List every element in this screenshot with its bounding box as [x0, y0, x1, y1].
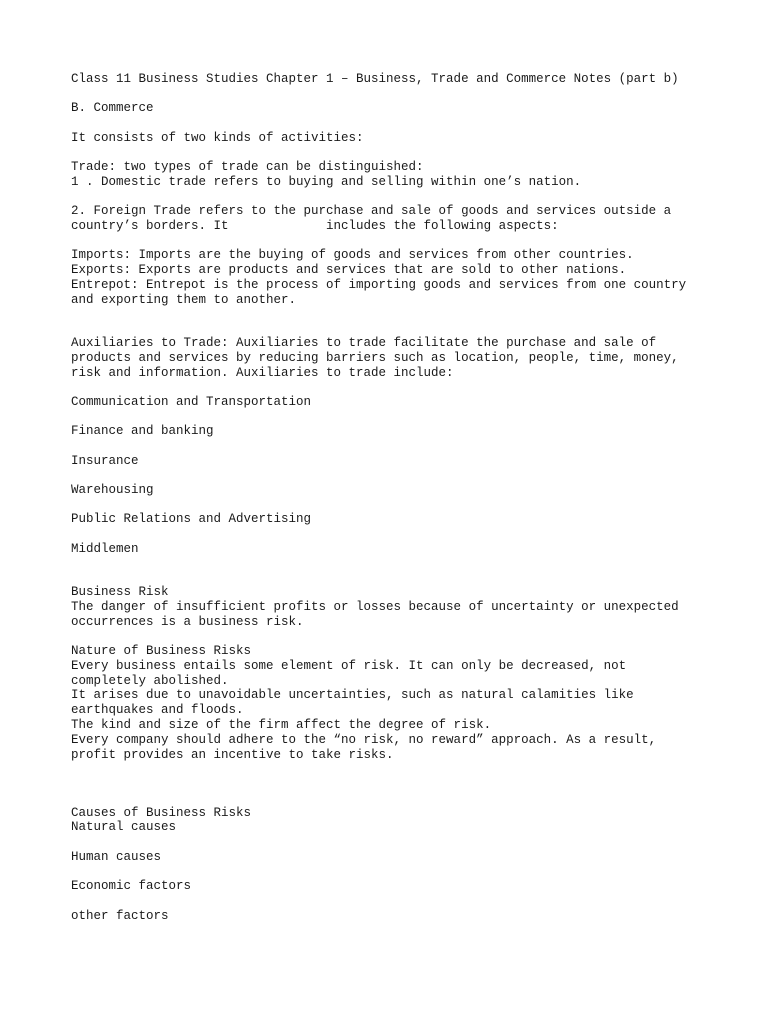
list-item: Human causes — [71, 850, 162, 864]
list-item: Finance and banking — [71, 424, 214, 438]
paragraph-line: It arises due to unavoidable uncertainties, such as natural calamities like — [71, 688, 634, 702]
paragraph-line: earthquakes and floods. — [71, 703, 244, 717]
paragraph-line: products and services by reducing barriers such as location, people, time, money, — [71, 351, 679, 365]
paragraph-line: The kind and size of the firm affect the degree of risk. — [71, 718, 492, 732]
section-heading-business-risk: Business Risk — [71, 585, 169, 599]
paragraph-line: Trade: two types of trade can be distinguished: — [71, 160, 424, 174]
list-item: Warehousing — [71, 483, 154, 497]
paragraph-line: It consists of two kinds of activities: — [71, 131, 364, 145]
paragraph-line: 2. Foreign Trade refers to the purchase and sale of goods and services outside a — [71, 204, 672, 218]
paragraph-line: Exports: Exports are products and services that are sold to other nations. — [71, 263, 627, 277]
list-item: Natural causes — [71, 820, 177, 834]
paragraph-line: completely abolished. — [71, 674, 229, 688]
paragraph-line: Every company should adhere to the “no risk, no reward” approach. As a result, — [71, 733, 657, 747]
paragraph-line: Imports: Imports are the buying of goods and services from other countries. — [71, 248, 634, 262]
paragraph-line: Auxiliaries to Trade: Auxiliaries to trade facilitate the purchase and sale of — [71, 336, 657, 350]
paragraph-line: country’s borders. It includes the following aspects: — [71, 219, 559, 233]
paragraph-line: Every business entails some element of risk. It can only be decreased, not — [71, 659, 627, 673]
paragraph-line: Entrepot: Entrepot is the process of importing goods and services from one country — [71, 278, 687, 292]
list-item: other factors — [71, 909, 169, 923]
list-item: Public Relations and Advertising — [71, 512, 312, 526]
paragraph-line: occurrences is a business risk. — [71, 615, 304, 629]
paragraph-line: The danger of insufficient profits or losses because of uncertainty or unexpected — [71, 600, 679, 614]
paragraph-line: profit provides an incentive to take risks. — [71, 748, 394, 762]
paragraph-line: risk and information. Auxiliaries to trade include: — [71, 366, 454, 380]
section-heading-nature: Nature of Business Risks — [71, 644, 252, 658]
list-item: Insurance — [71, 454, 139, 468]
list-item: Middlemen — [71, 542, 139, 556]
section-heading-causes: Causes of Business Risks — [71, 806, 252, 820]
paragraph-line: and exporting them to another. — [71, 293, 297, 307]
list-item: Economic factors — [71, 879, 192, 893]
document-title: Class 11 Business Studies Chapter 1 – Business, Trade and Commerce Notes (part b) — [71, 72, 679, 86]
section-heading-commerce: B. Commerce — [71, 101, 154, 115]
list-item: Communication and Transportation — [71, 395, 312, 409]
paragraph-line: 1 . Domestic trade refers to buying and selling within one’s nation. — [71, 175, 582, 189]
